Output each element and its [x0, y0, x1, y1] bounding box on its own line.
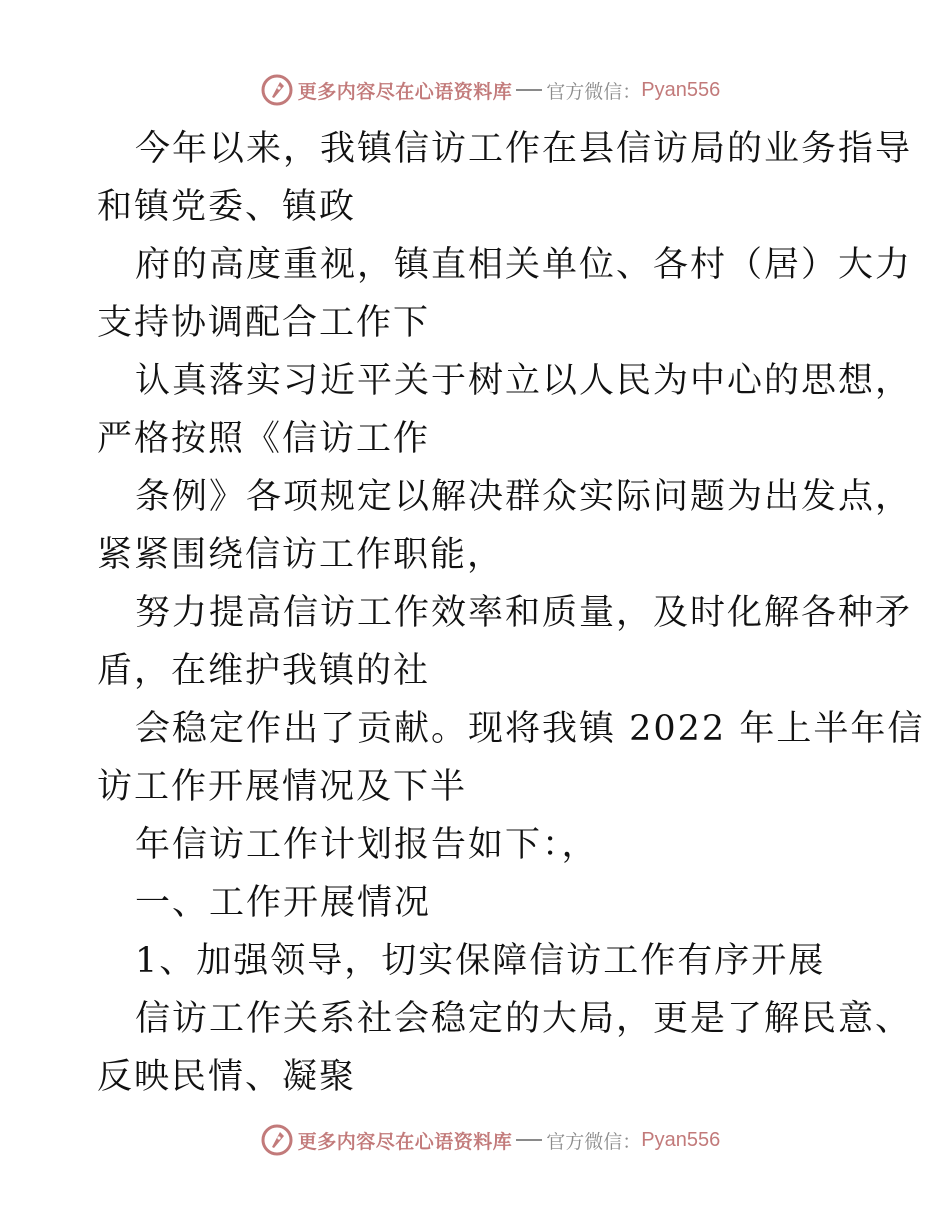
body-line: 今年以来，我镇信访工作在县信访局的业务指导 [135, 129, 913, 169]
body-line: 努力提高信访工作效率和质量，及时化解各种矛 [135, 593, 913, 633]
body-line: 条例》各项规定以解决群众实际问题为出发点， [135, 477, 913, 517]
body-line: 年信访工作计划报告如下：， [135, 825, 599, 865]
body-line: 支持协调配合工作下 [97, 303, 431, 343]
body-line: 反映民情、凝聚 [97, 1057, 357, 1097]
pen-nib-logo-icon [260, 1123, 294, 1157]
footer-watermark-banner [0, 1120, 950, 1160]
banner-wechat-id: Pyan556 [641, 78, 721, 101]
body-line: 信访工作关系社会稳定的大局，更是了解民意、 [135, 999, 913, 1039]
banner-dash [516, 1139, 542, 1141]
body-line: 和镇党委、镇政 [97, 187, 357, 227]
body-line: 盾，在维护我镇的社 [97, 651, 431, 691]
header-watermark-banner [0, 70, 950, 110]
body-line: 会稳定作出了贡献。现将我镇 2022 年上半年信 [135, 709, 925, 749]
banner-title: 更多内容尽在心语资料库 [297, 1130, 513, 1153]
section-heading: 一、工作开展情况 [135, 883, 432, 923]
banner-dash [516, 89, 542, 91]
body-line: 府的高度重视，镇直相关单位、各村（居）大力 [135, 245, 913, 285]
body-line: 紧紧围绕信访工作职能， [97, 535, 505, 575]
pen-nib-logo-icon [260, 73, 294, 107]
body-line: 访工作开展情况及下半 [97, 767, 468, 807]
body-line: 严格按照《信访工作 [97, 419, 431, 459]
banner-title: 更多内容尽在心语资料库 [297, 80, 513, 103]
banner-wechat-id: Pyan556 [641, 1128, 721, 1151]
subsection-heading: 1、加强领导，切实保障信访工作有序开展 [135, 941, 826, 981]
document-body [97, 120, 925, 1106]
banner-subtitle: 官方微信： [546, 1130, 642, 1153]
banner-subtitle: 官方微信： [546, 80, 642, 103]
body-line: 认真落实习近平关于树立以人民为中心的思想， [135, 361, 913, 401]
